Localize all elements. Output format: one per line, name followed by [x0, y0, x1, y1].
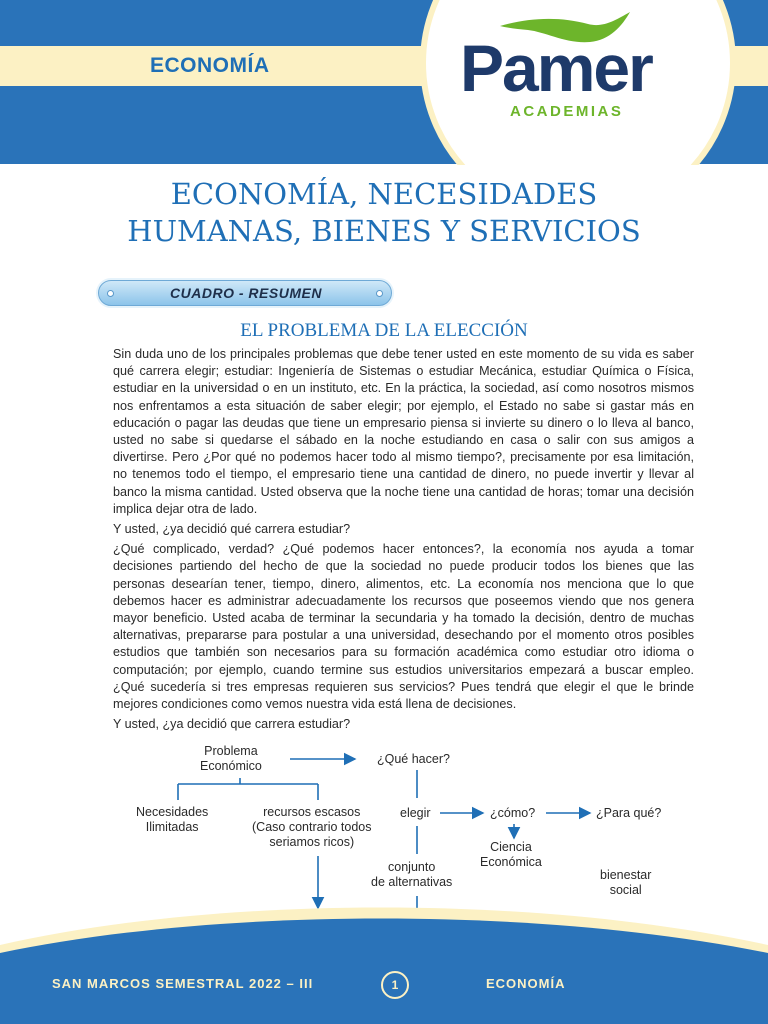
- page-title: [0, 176, 768, 250]
- paragraph: ¿Qué complicado, verdad? ¿Qué podemos hacer entonces?, la economía nos ayuda a tomar decisiones partiendo del hecho de que la sociedad no puede producir todos los bienes que las personas desearían tener, tiempo, dinero, alimentos, etc. La economía nos menciona que lo que debemos hacer es administrar adecuadamente los recursos que poseemos viendo que nos genera mayor beneficio. Usted acaba de terminar la secundaria y ha tomado la decisión, dentro de muchas alternativas, prepararse para postular a una universidad, desechando por el momento otros posibles estudios que también son necesarios para su formación académica como estudiar otro idioma o computación; por ejemplo, cuando termine sus estudios universitarios empezará a buscar empleo. ¿Qué sucedería si tres empresas requieren sus servicios? Pues tendrá que elegir el que le brinde mejores condiciones como vemos nuestra vida está llena de decisiones.: [113, 542, 694, 712]
- node-elegir: elegir: [400, 806, 431, 820]
- node-text: Económico: [200, 759, 262, 773]
- page-number: 1: [381, 971, 409, 999]
- page-footer-wave: [0, 905, 768, 1024]
- footer-course-label: SAN MARCOS SEMESTRAL 2022 – III: [52, 976, 314, 991]
- paragraph: Y usted, ¿ya decidió que carrera estudiar?: [113, 717, 351, 732]
- node-text: recursos escasos: [263, 805, 361, 819]
- cuadro-resumen-banner: [98, 280, 392, 306]
- node-text: Necesidades: [136, 805, 209, 819]
- node-necesidades: [136, 805, 208, 835]
- node-conjunto-alternativas: [371, 860, 452, 890]
- brand-logo: Pamer: [460, 31, 652, 105]
- node-ciencia-economica: [480, 840, 542, 870]
- node-text: (Caso contrario todos: [252, 820, 372, 834]
- node-text: Problema: [204, 744, 258, 758]
- node-text: de alternativas: [371, 875, 453, 889]
- paragraph: Sin duda uno de los principales problemas que debe tener usted en este momento de su vida es saber qué carrera elegir; estudiar: Ingeniería de Sistemas o estudiar Mecánica, estudiar Química o Física, estudiar en la universidad o en un instituto, etc. En la práctica, la sociedad, así como nosotros mismos nos enfrentamos a esta situación de saber elegir; por ejemplo, el Estado no sabe si gastar más en educación o pagar las deudas que tiene un empresario piensa si invierte su dinero o lo lleva al banco, usted no sabe si quedarse el sábado en la noche estudiando en casa o salir con sus amigos a divertirse. Pero ¿Por qué no podemos hacer todo al mismo tiempo?, precisamente por esa limitación, no tenemos todo el tiempo, el empresario tiene una cantidad de dinero, no puede invertir y llevar al banco la misma cantidad. Usted observa que la noche tiene una cantidad de horas; tomar una decisión implica dejar otra de lado.: [113, 347, 694, 516]
- node-text: conjunto: [388, 860, 436, 874]
- node-text: Ilimitadas: [145, 820, 199, 834]
- node-como: ¿cómo?: [490, 806, 536, 820]
- header-section-title: ECONOMÍA: [150, 54, 270, 77]
- page-header: [0, 0, 768, 165]
- node-text: Ciencia: [490, 840, 532, 854]
- paragraph: Y usted, ¿ya decidió qué carrera estudiar?: [113, 522, 351, 537]
- node-para-que: ¿Para qué?: [596, 806, 662, 820]
- node-text: social: [609, 883, 642, 897]
- node-recursos-escasos: [252, 805, 372, 850]
- node-que-hacer: ¿Qué hacer?: [377, 752, 450, 766]
- cuadro-resumen-label: CUADRO - RESUMEN: [170, 285, 322, 301]
- body-text: [113, 346, 694, 736]
- node-problema-economico: [200, 744, 262, 774]
- section-heading: EL PROBLEMA DE LA ELECCIÓN: [240, 320, 528, 341]
- node-text: Económica: [480, 855, 542, 869]
- node-text: bienestar: [600, 868, 652, 882]
- node-bienestar-social: [600, 868, 651, 898]
- page-title-line-1: ECONOMÍA, NECESIDADES: [170, 177, 598, 211]
- footer-subject-label: ECONOMÍA: [486, 976, 566, 991]
- brand-subtitle: ACADEMIAS: [510, 103, 624, 120]
- page-title-line-2: HUMANAS, BIENES Y SERVICIOS: [127, 214, 641, 248]
- node-text: seriamos ricos): [269, 835, 355, 849]
